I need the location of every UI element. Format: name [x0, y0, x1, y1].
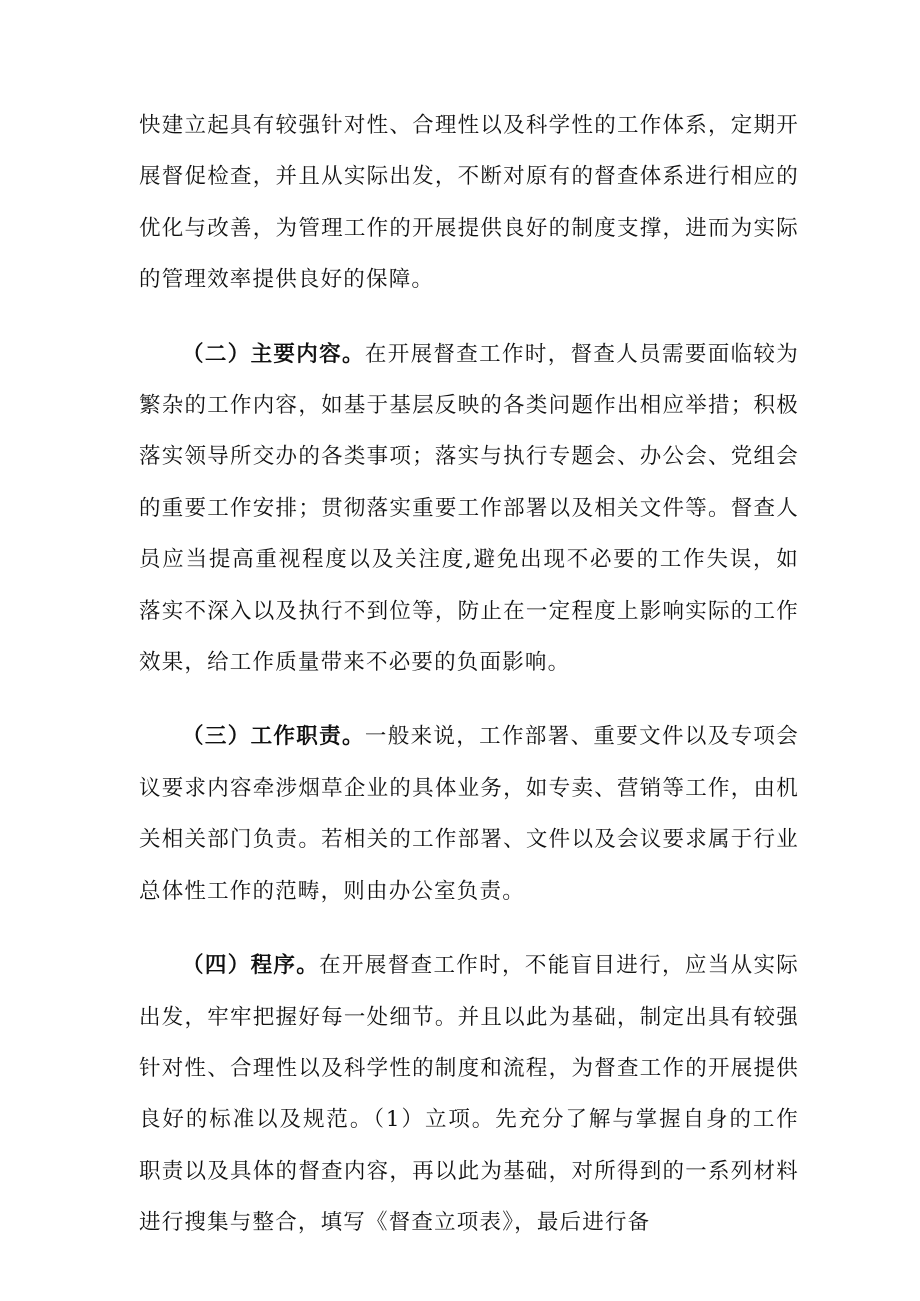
paragraph-text: 在开展督查工作时，督查人员需要面临较为繁杂的工作内容，如基于基层反映的各类问题作出相应举措；积极落实领导所交办的各类事项；落实与执行专题会、办公会、党组会的重要工作安排；贯彻落实重要工作部署以及相关文件等。督查人员应当提高重视程度以及关注度,避免出现不必要的工作失误，如落实不深入以及执行不到位等，防止在一定程度上影响实际的工作效果，给工作质量带来不必要的负面影响。	[139, 341, 799, 676]
paragraph-responsibilities	[139, 711, 799, 917]
section-heading-responsibilities: （三）工作职责。	[182, 724, 365, 750]
paragraph-continuation	[139, 100, 799, 306]
paragraph-text: 一般来说，工作部署、重要文件以及专项会议要求内容牵涉烟草企业的具体业务，如专卖、营销等工作，由机关相关部门负责。若相关的工作部署、文件以及会议要求属于行业总体性工作的范畴，则由办公室负责。	[139, 724, 799, 904]
paragraph-text: 快建立起具有较强针对性、合理性以及科学性的工作体系，定期开展督促检查，并且从实际出发，不断对原有的督查体系进行相应的优化与改善，为管理工作的开展提供良好的制度支撑，进而为实际的管理效率提供良好的保障。	[139, 113, 799, 293]
document-body	[139, 100, 799, 1272]
paragraph-text: 在开展督查工作时，不能盲目进行，应当从实际出发，牢牢把握好每一处细节。并且以此为基础，制定出具有较强针对性、合理性以及科学性的制度和流程，为督查工作的开展提供良好的标准以及规范。（1）立项。先充分了解与掌握自身的工作职责以及具体的督查内容，再以此为基础，对所得到的一系列材料进行搜集与整合，填写《督查立项表》，最后进行备	[139, 953, 800, 1236]
section-heading-main-content: （二）主要内容。	[182, 341, 365, 367]
paragraph-main-content	[139, 329, 799, 689]
paragraph-procedure	[139, 940, 799, 1248]
section-heading-procedure: （四）程序。	[182, 953, 320, 979]
